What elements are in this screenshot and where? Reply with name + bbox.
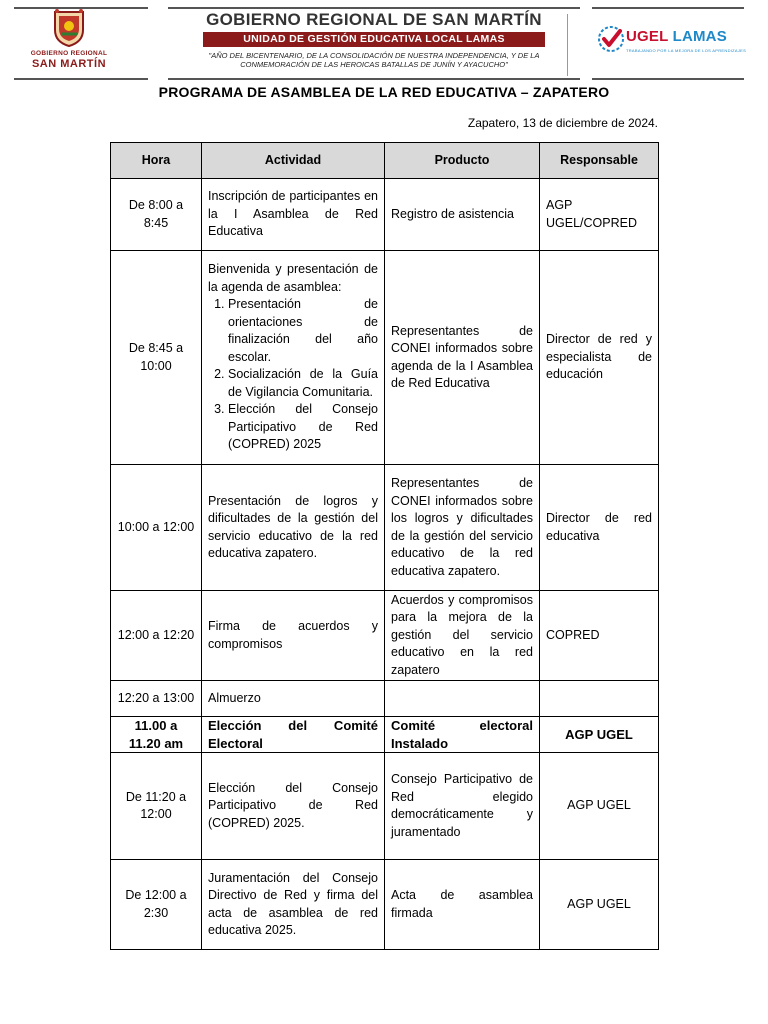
- cell-actividad: Juramentación del Consejo Directivo de Red y firma del acta de asamblea de red educativa 2025.: [202, 860, 385, 950]
- cell-producto: Registro de asistencia: [385, 179, 540, 251]
- table-row: [111, 860, 659, 950]
- cell-actividad: Almuerzo: [202, 681, 385, 717]
- cell-producto: Acta de asamblea firmada: [385, 860, 540, 950]
- cell-producto: Comité electoral Instalado: [385, 717, 540, 753]
- cell-producto: [385, 681, 540, 717]
- header-hora: Hora: [111, 143, 202, 179]
- cell-hora: De 12:00 a 2:30: [111, 860, 202, 950]
- cell-actividad: Presentación de logros y dificultades de la gestión del servicio educativo de la red educativa zapatero.: [202, 465, 385, 591]
- header-rule-right-top: [592, 7, 744, 9]
- header-actividad: Actividad: [202, 143, 385, 179]
- cell-responsable: AGP UGEL: [540, 753, 659, 860]
- ugel-word: UGEL: [626, 28, 669, 45]
- cell-hora: De 8:00 a 8:45: [111, 179, 202, 251]
- program-table: [110, 142, 659, 950]
- table-row: [111, 753, 659, 860]
- cell-responsable: COPRED: [540, 591, 659, 681]
- table-row: [111, 717, 659, 753]
- table-row: [111, 465, 659, 591]
- header-rule-left-top: [14, 7, 148, 9]
- ugel-lamas-logo: [596, 20, 756, 64]
- cell-responsable: AGP UGEL/COPRED: [540, 179, 659, 251]
- ugel-lamas-wordmark: [626, 28, 727, 45]
- checkmark-logo-icon: [596, 24, 626, 54]
- header-responsable: Responsable: [540, 143, 659, 179]
- document-date: Zapatero, 13 de diciembre de 2024.: [467, 116, 658, 130]
- table-row: [111, 179, 659, 251]
- year-slogan: "AÑO DEL BICENTENARIO, DE LA CONSOLIDACIÓN DE NUESTRA INDEPENDENCIA, Y DE LA CONMEMORACIÓN DE LAS HEROICAS BATALLAS DE JUNÍN Y AYACUCHO": [208, 51, 540, 69]
- table-row: [111, 681, 659, 717]
- cell-responsable: [540, 681, 659, 717]
- header-rule-right-bottom: [592, 78, 744, 80]
- agenda-list: [208, 296, 378, 454]
- agenda-item: 1. Presentación de orientaciones de finalización del año escolar.: [228, 296, 378, 366]
- cell-actividad: [202, 251, 385, 465]
- header-producto: Producto: [385, 143, 540, 179]
- cell-producto: Consejo Participativo de Red elegido democráticamente y juramentado: [385, 753, 540, 860]
- logo-line-1: GOBIERNO REGIONAL: [30, 50, 108, 57]
- table-row: [111, 251, 659, 465]
- cell-hora: 10:00 a 12:00: [111, 465, 202, 591]
- agenda-intro: Bienvenida y presentación de la agenda de asamblea:: [208, 262, 378, 294]
- cell-producto: Representantes de CONEI informados sobre agenda de la I Asamblea de Red Educativa: [385, 251, 540, 465]
- ugel-tagline: TRABAJANDO POR LA MEJORA DE LOS APRENDIZAJES: [626, 48, 747, 53]
- cell-hora: De 11:20 a 12:00: [111, 753, 202, 860]
- cell-hora: 11.00 a 11.20 am: [111, 717, 202, 753]
- cell-producto: Representantes de CONEI informados sobre los logros y dificultades de la gestión del servicio educativo de la red educativa zapatero.: [385, 465, 540, 591]
- cell-hora: De 8:45 a 10:00: [111, 251, 202, 465]
- table-header-row: [111, 143, 659, 179]
- header-rule-left-bottom: [14, 78, 148, 80]
- agenda-item: 2. Socialización de la Guía de Vigilancia Comunitaria.: [228, 366, 378, 401]
- cell-responsable: AGP UGEL: [540, 717, 659, 753]
- cell-responsable: Director de red educativa: [540, 465, 659, 591]
- cell-actividad: Elección del Consejo Participativo de Red (COPRED) 2025.: [202, 753, 385, 860]
- cell-responsable: Director de red y especialista de educación: [540, 251, 659, 465]
- ugel-unit-band: UNIDAD DE GESTIÓN EDUCATIVA LOCAL LAMAS: [203, 32, 545, 47]
- document-header: [0, 0, 768, 84]
- cell-actividad: Firma de acuerdos y compromisos: [202, 591, 385, 681]
- cell-actividad: Inscripción de participantes en la I Asamblea de Red Educativa: [202, 179, 385, 251]
- table-row: [111, 591, 659, 681]
- cell-responsable: AGP UGEL: [540, 860, 659, 950]
- government-title: GOBIERNO REGIONAL DE SAN MARTÍN: [206, 10, 542, 29]
- agenda-item: 3. Elección del Consejo Participativo de Red (COPRED) 2025: [228, 401, 378, 454]
- cell-actividad: Elección del Comité Electoral: [202, 717, 385, 753]
- gobierno-regional-logo: [14, 8, 124, 80]
- document-title: PROGRAMA DE ASAMBLEA DE LA RED EDUCATIVA – ZAPATERO: [158, 84, 610, 100]
- cell-producto: Acuerdos y compromisos para la mejora de la gestión del servicio educativo en la red zapatero: [385, 591, 540, 681]
- cell-hora: 12:20 a 13:00: [111, 681, 202, 717]
- header-center-block: [168, 6, 580, 80]
- logo-line-2: SAN MARTÍN: [31, 58, 107, 70]
- header-divider: [567, 14, 568, 76]
- lamas-word: LAMAS: [672, 28, 727, 45]
- regional-shield-icon: [51, 8, 87, 48]
- cell-hora: 12:00 a 12:20: [111, 591, 202, 681]
